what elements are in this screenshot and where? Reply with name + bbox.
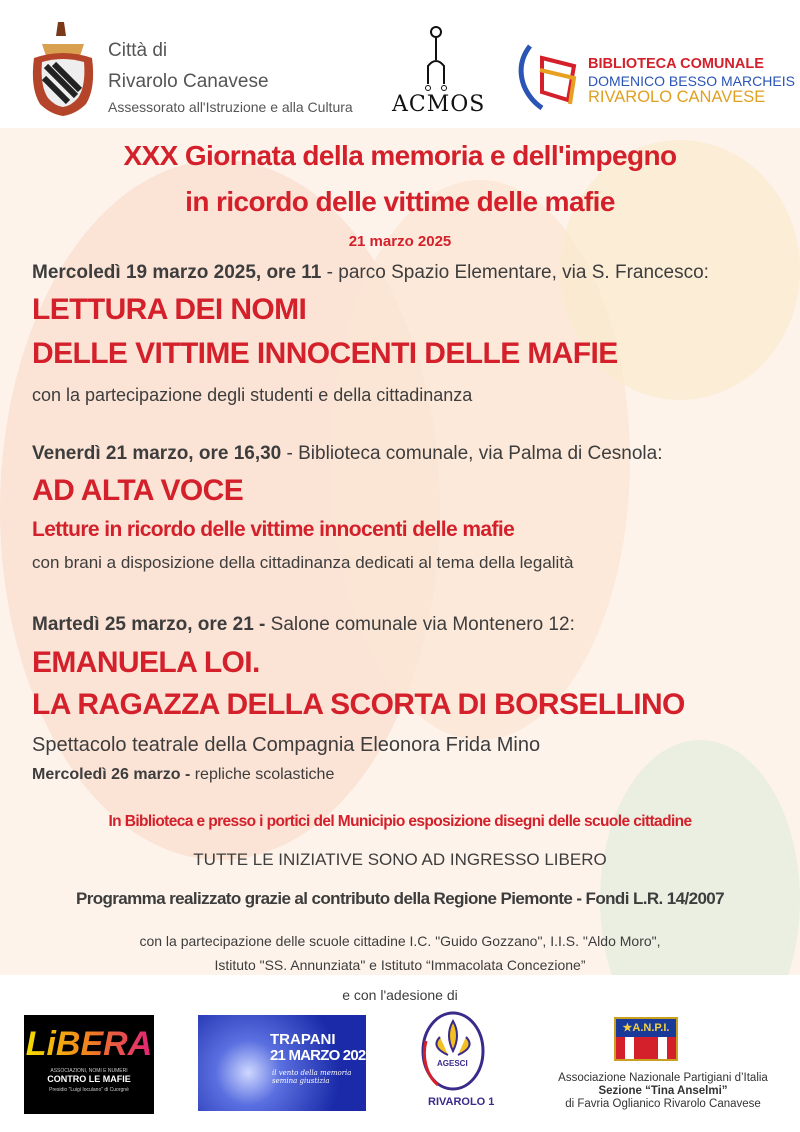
event-2-description: con brani a disposizione della cittadinanza dedicati al tema della legalità [32, 553, 574, 572]
event-1-title-line1: LETTURA DEI NOMI [32, 293, 307, 326]
event-2-subtitle: Letture in ricordo delle vittime innocenti delle mafie [32, 518, 515, 541]
libera-line1: ASSOCIAZIONI, NOMI E NUMERI [50, 1068, 128, 1074]
event-1-when: Mercoledì 19 marzo 2025, ore 11 [32, 262, 322, 283]
event-3-extra-when: Mercoledì 26 marzo - [32, 766, 191, 783]
event-1-description: con la partecipazione degli studenti e della cittadinanza [32, 385, 473, 405]
acmos-figure-icon [416, 22, 456, 92]
trapani-line3: il vento della memoria semina giustizia [272, 1069, 352, 1085]
event-2-when: Venerdì 21 marzo, ore 16,30 [32, 443, 282, 464]
anpi-line3: di Favria Oglianico Rivarolo Canavese [565, 1098, 761, 1110]
partners-footer [0, 975, 800, 1132]
trapani-line1: TRAPANI [270, 1031, 336, 1048]
city-name-line2: Rivarolo Canavese [108, 71, 269, 92]
library-name-line3: RIVAROLO CANAVESE [588, 88, 766, 106]
event-2-title: AD ALTA VOCE [32, 474, 244, 507]
libera-line2: CONTRO LE MAFIE [47, 1074, 131, 1084]
trapani-logo [198, 1015, 373, 1111]
anpi-flag [616, 1037, 676, 1059]
libera-logo [24, 1015, 154, 1114]
event-2-where: - Biblioteca comunale, via Palma di Cesnola: [281, 443, 663, 464]
libera-line3: Presidio "Luigi Ioculano" di Cuorgnè [49, 1087, 129, 1093]
event-3-title-line2: LA RAGAZZA DELLA SCORTA DI BORSELLINO [32, 688, 685, 721]
event-3-when-where [32, 614, 575, 636]
anpi-line1: Associazione Nazionale Partigiani d’Italia [558, 1072, 768, 1084]
city-department: Assessorato all'Istruzione e alla Cultura [108, 99, 353, 115]
library-name-line1: BIBLIOTECA COMUNALE [588, 56, 764, 72]
agesci-badge-text: AGESCI [437, 1059, 468, 1068]
event-3-when: Martedì 25 marzo, ore 21 - [32, 614, 266, 635]
free-entry-note: TUTTE LE INIZIATIVE SONO AD INGRESSO LIBERO [193, 850, 607, 869]
event-1-title-line2: DELLE VITTIME INNOCENTI DELLE MAFIE [32, 337, 618, 370]
event-3-description: Spettacolo teatrale della Compagnia Eleonora Frida Mino [32, 734, 541, 756]
libera-name: LiBERA [25, 1025, 153, 1063]
library-name-line2: DOMENICO BESSO MARCHEIS [588, 73, 795, 89]
adhesion-label: e con l'adesione di [342, 987, 458, 1003]
city-coat-of-arms-icon [24, 20, 102, 118]
anpi-line2: Sezione “Tina Anselmi” [598, 1085, 728, 1097]
event-1-where: - parco Spazio Elementare, via S. Francesco: [321, 262, 709, 283]
event-2-when-where [32, 443, 663, 465]
exhibition-note: In Biblioteca e presso i portici del Municipio esposizione disegni delle scuole cittadine [108, 813, 692, 830]
library-logo-icon [516, 42, 582, 112]
event-3-extra-desc: repliche scolastiche [190, 766, 335, 783]
schools-note-line2: Istituto "SS. Annunziata" e Istituto “Immacolata Concezione” [214, 957, 586, 973]
agesci-scout-icon [420, 1011, 486, 1091]
event-3-title-line1: EMANUELA LOI. [32, 646, 260, 679]
event-1-when-where [32, 262, 709, 284]
event-3-extra [32, 766, 334, 784]
main-title-line2: in ricordo delle vittime delle mafie [185, 186, 615, 217]
main-title-line1: XXX Giornata della memoria e dell'impegno [123, 140, 677, 171]
agesci-label: RIVAROLO 1 [428, 1096, 495, 1108]
event-3-where: Salone comunale via Montenero 12: [265, 614, 575, 635]
main-date: 21 marzo 2025 [348, 233, 452, 250]
trapani-line2: 21 MARZO 2025 [270, 1047, 373, 1064]
schools-note-line1: con la partecipazione delle scuole cittadine I.C. "Guido Gozzano", I.I.S. "Aldo Moro", [139, 933, 661, 949]
funding-note: Programma realizzato grazie al contributo della Regione Piemonte - Fondi L.R. 14/2007 [75, 889, 725, 908]
city-name-line1: Città di [108, 40, 168, 61]
header [0, 0, 800, 128]
anpi-logo [614, 1017, 678, 1061]
anpi-logo-text: ★A.N.P.I. [616, 1019, 676, 1037]
acmos-logo-text: ACMOS [392, 92, 486, 117]
